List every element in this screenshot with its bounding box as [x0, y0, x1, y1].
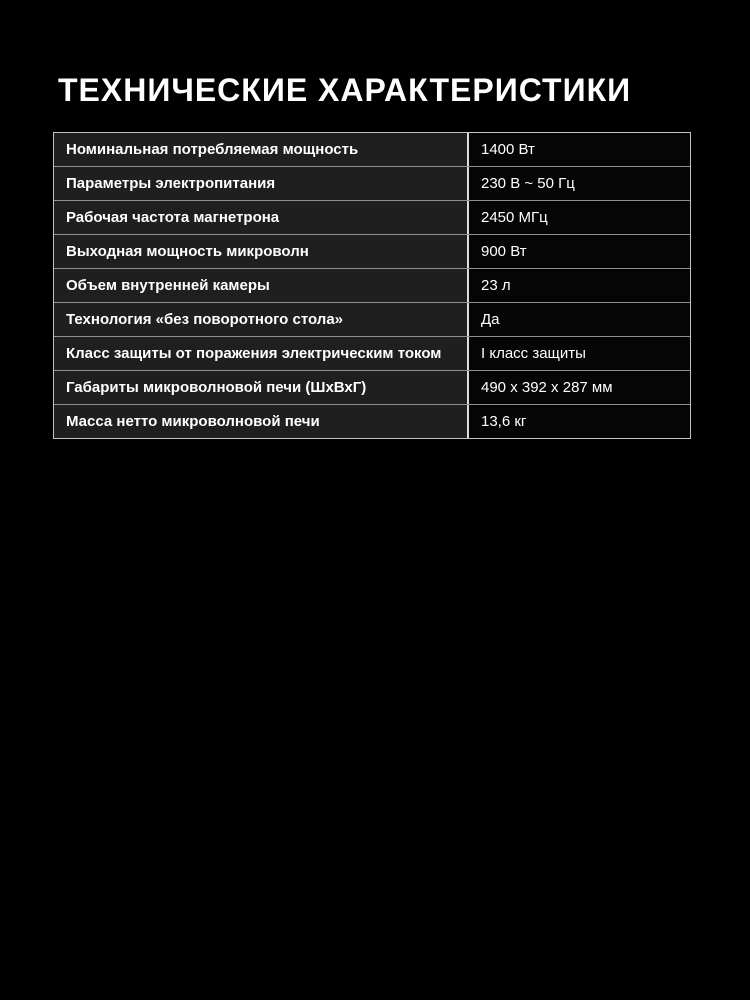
spec-row [54, 200, 690, 234]
spec-row [54, 268, 690, 302]
spec-row [54, 133, 690, 166]
spec-value-cell: I класс защиты [469, 337, 690, 370]
spec-name-cell: Масса нетто микроволновой печи [54, 405, 469, 438]
spec-row [54, 336, 690, 370]
spec-value-cell: 1400 Вт [469, 133, 690, 166]
spec-name-cell: Класс защиты от поражения электрическим током [54, 337, 469, 370]
spec-value-cell: 13,6 кг [469, 405, 690, 438]
spec-name-cell: Габариты микроволновой печи (ШхВхГ) [54, 371, 469, 404]
spec-value-cell: 900 Вт [469, 235, 690, 268]
spec-value-cell: 230 В ~ 50 Гц [469, 167, 690, 200]
spec-value-cell: Да [469, 303, 690, 336]
spec-table [53, 132, 691, 439]
spec-value-cell: 23 л [469, 269, 690, 302]
spec-row [54, 302, 690, 336]
spec-name-cell: Параметры электропитания [54, 167, 469, 200]
spec-value-cell: 490 x 392 x 287 мм [469, 371, 690, 404]
spec-name-cell: Номинальная потребляемая мощность [54, 133, 469, 166]
spec-row [54, 370, 690, 404]
page-title: ТЕХНИЧЕСКИЕ ХАРАКТЕРИСТИКИ [58, 72, 632, 108]
spec-row [54, 234, 690, 268]
spec-name-cell: Технология «без поворотного стола» [54, 303, 469, 336]
spec-name-cell: Выходная мощность микроволн [54, 235, 469, 268]
spec-row [54, 404, 690, 438]
spec-name-cell: Объем внутренней камеры [54, 269, 469, 302]
spec-value-cell: 2450 МГц [469, 201, 690, 234]
spec-name-cell: Рабочая частота магнетрона [54, 201, 469, 234]
spec-row [54, 166, 690, 200]
